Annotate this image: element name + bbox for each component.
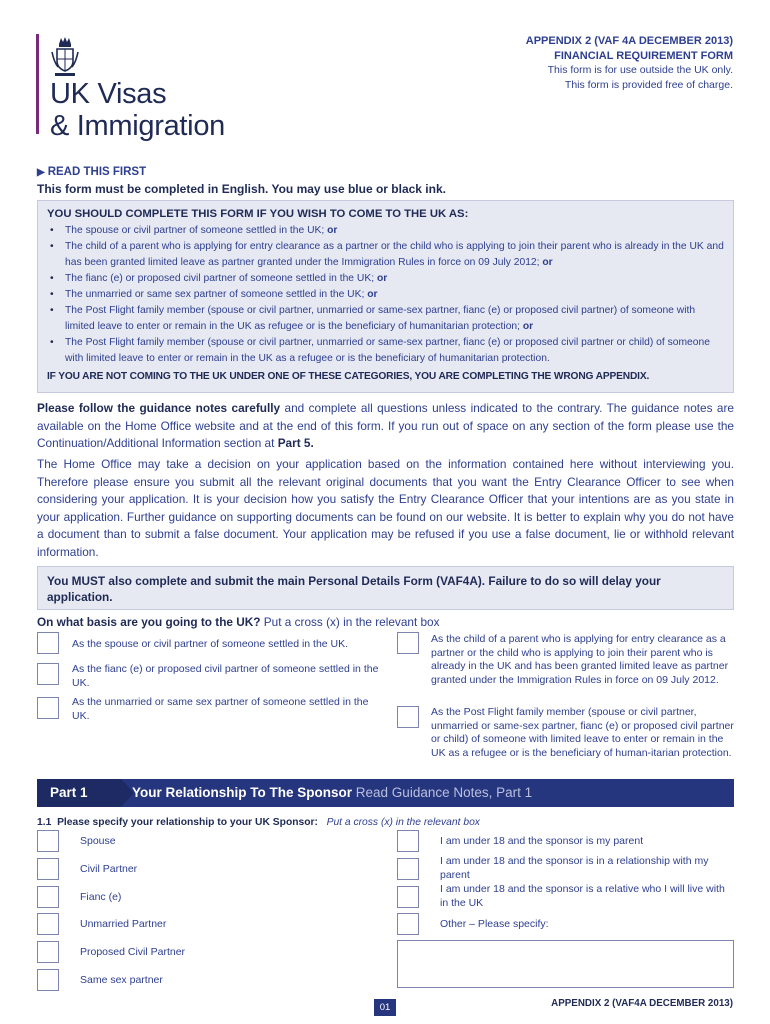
other-specify-field[interactable] xyxy=(397,940,734,988)
part1-title: Your Relationship To The Sponsor Read Guidance Notes, Part 1 xyxy=(132,785,533,800)
basis-checkbox-spouse[interactable] xyxy=(37,632,59,654)
relationship-checkbox-civil-partner[interactable] xyxy=(37,858,59,880)
relationship-checkbox-under18-relative[interactable] xyxy=(397,886,419,908)
eligibility-item: • The fianc (e) or proposed civil partner of someone settled in the UK; or xyxy=(47,271,724,287)
eligibility-item: • The spouse or civil partner of someone settled in the UK; or xyxy=(47,223,724,239)
appendix-title: APPENDIX 2 (VAF 4A DECEMBER 2013) xyxy=(525,35,733,47)
basis-checkbox-post-flight[interactable] xyxy=(397,706,419,728)
basis-checkbox-child[interactable] xyxy=(397,632,419,654)
eligibility-item: • The Post Flight family member (spouse or civil partner, unmarried or same-sex partner, fianc (e) or proposed civil partner) of someone with limited leave to enter or remain in the UK as refugee or is the beneficiary of humanitarian protection; or xyxy=(47,303,724,335)
relationship-option-label: Unmarried Partner xyxy=(80,918,167,930)
relationship-option-label: I am under 18 and the sponsor is in a relationship with my parent xyxy=(440,855,709,881)
guidance-paragraph-2: The Home Office may take a decision on your application based on the information contained here without interviewing you. Therefore please ensure you submit all the relevant original documents that you want the Entry Clearance Officer to see when considering your application. It is your decision how you satisfy the Entry Clearance Officer that your intentions are as you state in your application. Further guidance on supporting documents can be found on our website. It is better to explain why you do not have a document than to submit a false document. Your application may be refused if you use a false document, lie or withhold relevant information. xyxy=(37,457,734,559)
basis-question: On what basis are you going to the UK? Put a cross (x) in the relevant box xyxy=(37,615,440,629)
relationship-checkbox-same-sex[interactable] xyxy=(37,969,59,991)
eligibility-box xyxy=(37,200,734,393)
question-1-1: 1.1 Please specify your relationship to your UK Sponsor: Put a cross (x) in the relevant box xyxy=(37,817,480,828)
relationship-option-label: Fianc (e) xyxy=(80,891,122,903)
relationship-option-label: Proposed Civil Partner xyxy=(80,946,186,958)
relationship-checkbox-under18-partner[interactable] xyxy=(397,858,419,880)
relationship-option-label: I am under 18 and the sponsor is a relative who I will live with in the UK xyxy=(440,883,725,909)
basis-option-label: As the Post Flight family member (spouse or civil partner, unmarried or same-sex partner, fianc (e) or proposed civil partner or child) of someone with limited leave to enter or remain in the UK as a refugee or is the beneficiary of human-itarian protection. xyxy=(431,706,734,759)
brand-line-2: & Immigration xyxy=(50,110,225,142)
eligibility-title: YOU SHOULD COMPLETE THIS FORM IF YOU WISH TO COME TO THE UK AS: xyxy=(47,208,469,220)
usage-note: This form is for use outside the UK only. xyxy=(547,64,733,76)
wrong-appendix-warning: IF YOU ARE NOT COMING TO THE UK UNDER ONE OF THESE CATEGORIES, YOU ARE COMPLETING THE WRONG APPENDIX. xyxy=(47,371,650,382)
relationship-option-label: I am under 18 and the sponsor is my parent xyxy=(440,835,644,847)
basis-option-label: As the fianc (e) or proposed civil partner of someone settled in the UK. xyxy=(72,663,379,689)
eligibility-item: • The Post Flight family member (spouse or civil partner, unmarried or same-sex partner, fianc (e) or proposed civil partner or child) of someone with limited leave to enter or remain in the UK as a refugee or is the beneficiary of humanitarian protection. xyxy=(47,335,724,367)
relationship-checkbox-spouse[interactable] xyxy=(37,830,59,852)
part1-label: Part 1 xyxy=(37,779,121,807)
basis-checkbox-fiance[interactable] xyxy=(37,663,59,685)
form-header xyxy=(526,34,733,92)
form-title: FINANCIAL REQUIREMENT FORM xyxy=(554,49,733,62)
part1-banner xyxy=(37,779,734,807)
brand-line-1: UK Visas xyxy=(50,78,167,110)
relationship-option-label: Civil Partner xyxy=(80,863,138,875)
footer-appendix: APPENDIX 2 (VAF4A DECEMBER 2013) xyxy=(551,998,733,1009)
basis-checkbox-unmarried[interactable] xyxy=(37,697,59,719)
eligibility-list xyxy=(47,223,724,367)
eligibility-item: • The unmarried or same sex partner of someone settled in the UK; or xyxy=(47,287,724,303)
basis-option-label: As the spouse or civil partner of someone settled in the UK. xyxy=(72,638,349,650)
relationship-option-label: Other – Please specify: xyxy=(440,918,549,930)
relationship-option-label: Same sex partner xyxy=(80,974,163,986)
language-instruction: This form must be completed in English. You may use blue or black ink. xyxy=(37,182,446,196)
royal-crest-icon xyxy=(50,34,80,78)
free-note: This form is provided free of charge. xyxy=(564,78,733,91)
basis-option-label: As the unmarried or same sex partner of someone settled in the UK. xyxy=(72,696,369,722)
basis-option-label: As the child of a parent who is applying for entry clearance as a partner or the child who is applying to join their parent who is already in the UK and has been granted limited leave as partner granted under the Immigration Rules in force on 09 July 2012. xyxy=(431,633,729,686)
personal-details-notice: You MUST also complete and submit the main Personal Details Form (VAF4A). Failure to do so will delay your application. xyxy=(37,566,734,610)
read-first-heading xyxy=(37,166,146,178)
brand-accent-bar xyxy=(36,34,39,134)
relationship-checkbox-other[interactable] xyxy=(397,913,419,935)
relationship-checkbox-under18-parent[interactable] xyxy=(397,830,419,852)
page-number: 01 xyxy=(374,999,396,1016)
relationship-option-label: Spouse xyxy=(80,835,116,847)
relationship-checkbox-unmarried[interactable] xyxy=(37,913,59,935)
triangle-right-icon: ▶ xyxy=(37,167,45,178)
part1-guidance-ref: Read Guidance Notes, Part 1 xyxy=(355,785,533,800)
relationship-checkbox-proposed-civil[interactable] xyxy=(37,941,59,963)
read-first-label: READ THIS FIRST xyxy=(47,166,147,178)
eligibility-item: • The child of a parent who is applying for entry clearance as a partner or the child who is applying to join their parent who is already in the UK and has been granted limited leave as partner granted under the Immigration Rules in force on 09 July 2012; or xyxy=(47,239,724,271)
guidance-paragraph-1: Please follow the guidance notes carefully and complete all questions unless indicated to the contrary. The guidance notes are available on the Home Office website and at the end of this form. If you run out of space on any section of the form please use the Continuation/Additional Information section at Part 5. xyxy=(37,401,734,450)
brand-name xyxy=(50,78,225,142)
relationship-checkbox-fiance[interactable] xyxy=(37,886,59,908)
